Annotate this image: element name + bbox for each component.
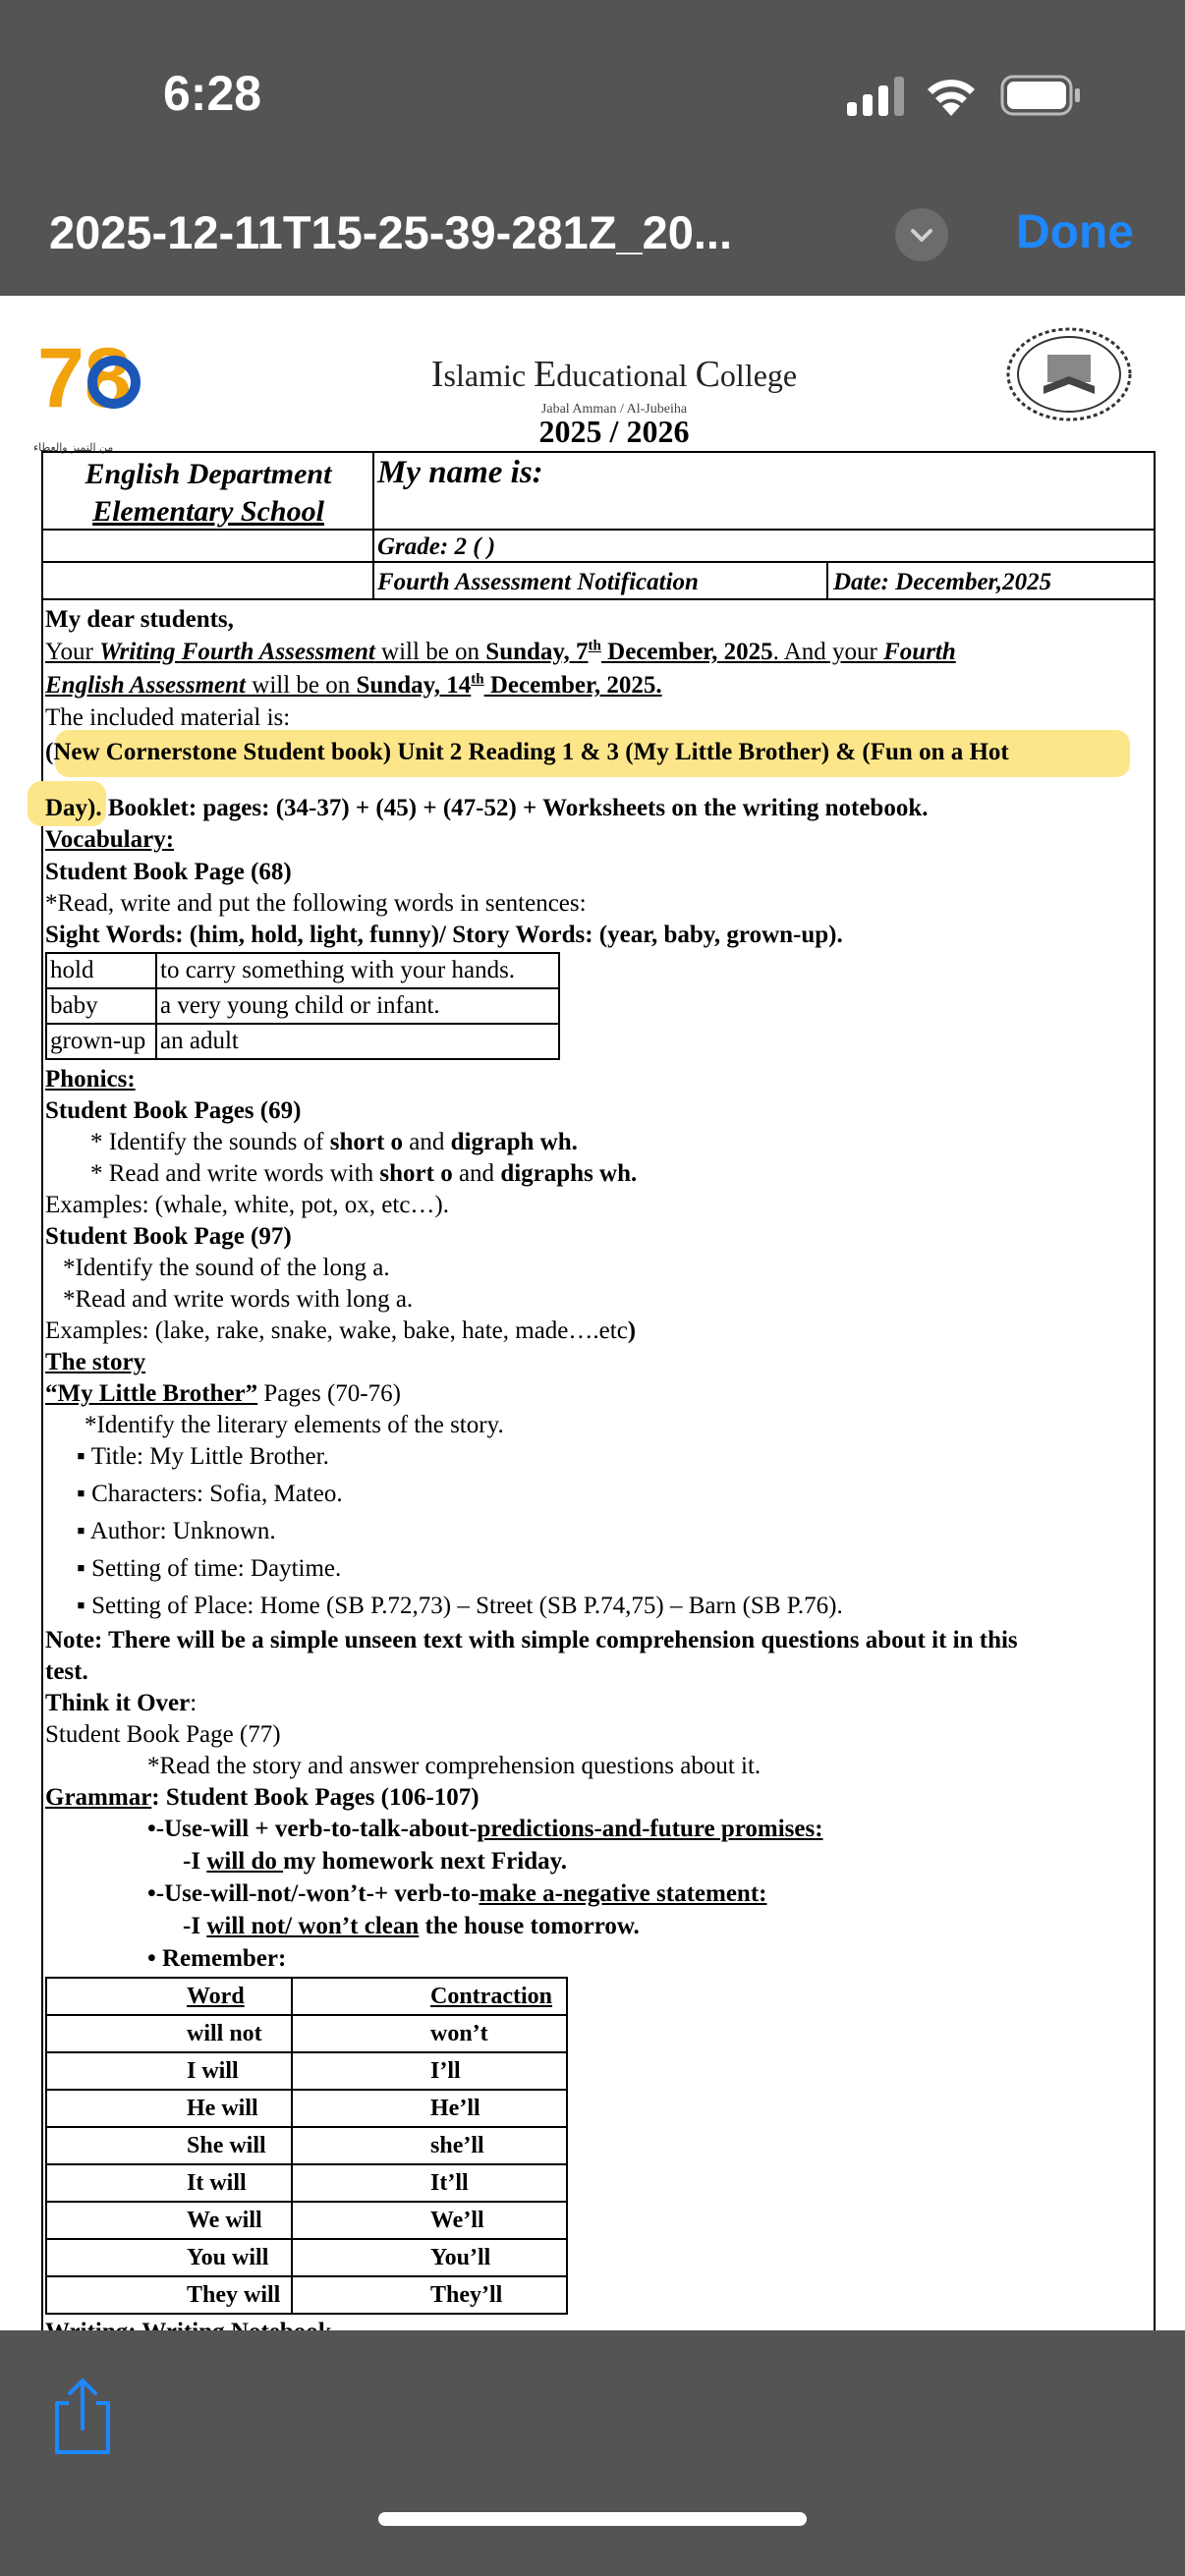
- academic-year: 2025 / 2026: [538, 414, 690, 449]
- table-row: hold to carry something with your hands.: [46, 953, 559, 988]
- note-line-1: Note: There will be a simple unseen text with simple comprehension questions about it in this: [45, 1627, 1018, 1653]
- writing-assessment-line: Your Writing Fourth Assessment will be on Sunday, 7th December, 2025. And your Fourth: [45, 638, 956, 665]
- material-line-1: (New Cornerstone Student book) Unit 2 Reading 1 & 3 (My Little Brother) & (Fun on a Hot: [45, 739, 1009, 765]
- vocabulary-table: [45, 952, 560, 1060]
- notification-date: Date: December,2025: [833, 569, 1052, 595]
- note-line-2: test.: [45, 1658, 88, 1685]
- table-row: I will I’ll: [46, 2052, 567, 2090]
- vocabulary-instruction: *Read, write and put the following words in sentences:: [45, 890, 587, 917]
- table-row: grown-up an adult: [46, 1024, 559, 1059]
- svg-text:78: 78: [37, 331, 132, 425]
- remember-label: • Remember:: [147, 1945, 287, 1972]
- college-name: Islamic Educational College: [430, 354, 798, 395]
- grammar-example: -I will do my homework next Friday.: [183, 1848, 567, 1875]
- greeting: My dear students,: [45, 606, 234, 633]
- student-name-field: My name is:: [377, 455, 543, 490]
- college-seal-icon: [1004, 325, 1134, 423]
- grammar-rule: •-Use-will-not/-won’t-+ verb-to-make a-negative statement:: [147, 1880, 767, 1907]
- vocabulary-heading: Vocabulary:: [45, 826, 175, 853]
- think-it-over-heading: Think it Over:: [45, 1690, 198, 1716]
- notification-title: Fourth Assessment Notification: [377, 569, 699, 595]
- table-row: We will We’ll: [46, 2202, 567, 2239]
- status-bar: [0, 0, 1185, 192]
- document-title: 2025-12-11T15-25-39-281Z_20...: [49, 206, 733, 258]
- material-line-2: Day). Booklet: pages: (34-37) + (45) + (47-52) + Worksheets on the writing notebook.: [45, 795, 929, 821]
- english-assessment-line: English Assessment will be on Sunday, 14th December, 2025.: [45, 671, 662, 699]
- included-material-label: The included material is:: [45, 704, 291, 731]
- table-row: She will she’ll: [46, 2127, 567, 2164]
- phonics-item: * Read and write words with short o and digraphs wh.: [90, 1160, 638, 1187]
- wifi-icon: [924, 73, 979, 116]
- phonics-heading: Phonics:: [45, 1066, 136, 1092]
- logo-78-icon: [29, 304, 147, 454]
- table-row: baby a very young child or infant.: [46, 988, 559, 1024]
- cellular-signal-icon: [847, 77, 904, 116]
- table-row: He will He’ll: [46, 2090, 567, 2127]
- vocabulary-page: Student Book Page (68): [45, 859, 292, 885]
- story-instruction: *Identify the literary elements of the story.: [85, 1412, 504, 1438]
- school-logo: [29, 304, 147, 454]
- status-time: 6:28: [163, 66, 262, 121]
- list-item: ▪ Title: My Little Brother.: [77, 1443, 329, 1470]
- long-a-item: *Read and write words with long a.: [63, 1286, 414, 1313]
- table-row: Word Contraction: [46, 1978, 567, 2015]
- story-heading: The story: [45, 1349, 146, 1375]
- table-row: You will You’ll: [46, 2239, 567, 2276]
- long-a-item: *Identify the sound of the long a.: [63, 1255, 390, 1281]
- phonics-item: * Identify the sounds of short o and digraph wh.: [90, 1129, 578, 1155]
- list-item: ▪ Setting of time: Daytime.: [77, 1555, 342, 1582]
- table-row: will not won’t: [46, 2015, 567, 2052]
- grammar-rule: •-Use-will + verb-to-talk-about-predictions-and-future promises:: [147, 1816, 823, 1842]
- table-row: They will They’ll: [46, 2276, 567, 2314]
- battery-icon: [1000, 75, 1081, 116]
- chevron-down-icon: [895, 208, 948, 261]
- list-item: ▪ Characters: Sofia, Mateo.: [77, 1481, 343, 1507]
- svg-text:من التميز والعطاء: من التميز والعطاء: [33, 441, 114, 454]
- phonics-page: Student Book Pages (69): [45, 1097, 302, 1124]
- document-page[interactable]: [0, 296, 1185, 2330]
- contractions-table: [45, 1977, 568, 2315]
- share-icon[interactable]: [49, 2378, 116, 2456]
- title-menu-button[interactable]: [895, 208, 948, 261]
- grammar-example: -I will not/ won’t clean the house tomorrow.: [183, 1913, 640, 1939]
- table-row: It will It’ll: [46, 2164, 567, 2202]
- sight-words: Sight Words: (him, hold, light, funny)/ Story Words: (year, baby, grown-up).: [45, 922, 843, 948]
- long-a-examples: Examples: (lake, rake, snake, wake, bake, hate, made….etc): [45, 1317, 637, 1344]
- grammar-heading: Grammar: Student Book Pages (106-107): [45, 1784, 480, 1811]
- phonics-examples: Examples: (whale, white, pot, ox, etc…).: [45, 1192, 449, 1218]
- bottom-toolbar: [0, 2330, 1185, 2576]
- done-button[interactable]: Done: [1016, 206, 1134, 258]
- home-indicator[interactable]: [378, 2512, 807, 2526]
- think-it-over-instruction: *Read the story and answer comprehension questions about it.: [147, 1753, 762, 1779]
- department-heading: English Department Elementary School: [85, 458, 332, 528]
- list-item: ▪ Author: Unknown.: [77, 1518, 276, 1544]
- long-a-page: Student Book Page (97): [45, 1223, 292, 1250]
- college-address: Jabal Amman / Al-Jubeiha: [540, 402, 688, 417]
- grade-field: Grade: 2 ( ): [377, 533, 496, 560]
- story-title: “My Little Brother” Pages (70-76): [45, 1380, 401, 1407]
- think-it-over-page: Student Book Page (77): [45, 1721, 281, 1748]
- list-item: ▪ Setting of Place: Home (SB P.72,73) – Street (SB P.74,75) – Barn (SB P.76).: [77, 1593, 843, 1619]
- nav-bar: [0, 192, 1185, 296]
